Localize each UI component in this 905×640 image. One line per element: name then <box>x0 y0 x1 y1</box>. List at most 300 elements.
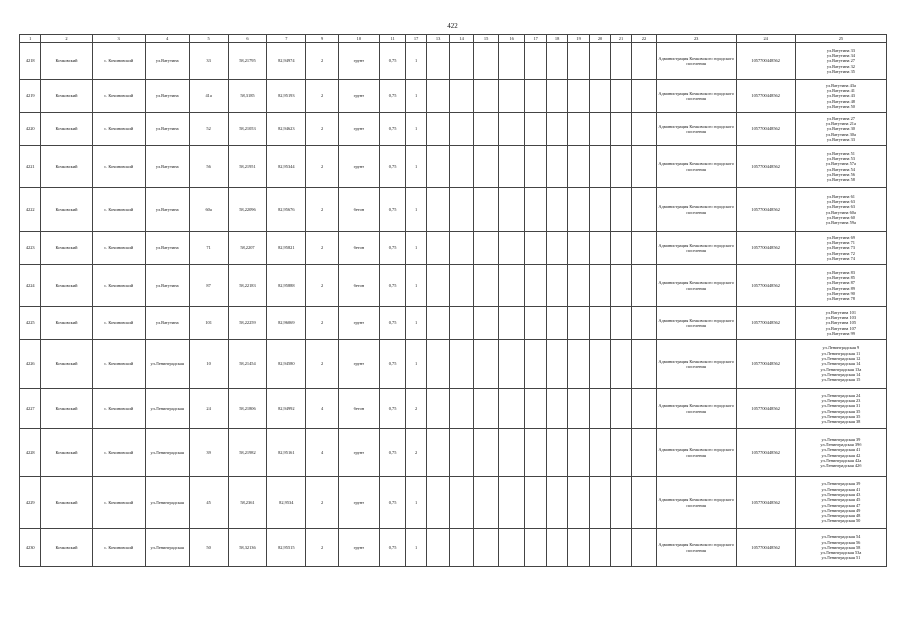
cell-empty <box>590 265 610 307</box>
served-street: ул.Ленинградская 42а <box>820 457 862 463</box>
cell-empty <box>426 80 450 113</box>
cell-containers: 1 <box>406 113 426 146</box>
cell-surface: грунт <box>338 80 379 113</box>
cell-empty <box>610 477 631 529</box>
cell-house: 87 <box>189 265 228 307</box>
cell-surface: бетон <box>338 265 379 307</box>
cell-empty <box>567 188 589 232</box>
column-header: 10 <box>338 35 379 43</box>
cell-district: Кочковский <box>41 232 92 265</box>
served-street: ул.Ватутина 41 <box>826 88 855 94</box>
served-street: ул.Ватутина 107 <box>825 325 857 331</box>
served-street: ул.Ватутина 32 <box>826 63 855 69</box>
cell-empty <box>499 389 525 429</box>
cell-ogrn: 1057700448562 <box>736 307 795 340</box>
cell-count: 2 <box>306 529 339 567</box>
cell-settlement: с. Кочиновский <box>92 529 145 567</box>
cell-containers: 1 <box>406 146 426 188</box>
cell-house: 10 <box>189 340 228 389</box>
served-street: ул.Ленинградская 11 <box>821 350 861 356</box>
served-street: ул.Ватутина 58 <box>826 177 855 183</box>
cell-containers: 1 <box>406 80 426 113</box>
cell-empty <box>632 232 657 265</box>
served-street: ул.Ленинградская 47 <box>821 502 861 508</box>
served-street: ул.Ленинградская 43 <box>821 491 861 497</box>
cell-served-streets <box>795 146 886 188</box>
cell-empty <box>499 307 525 340</box>
cell-lat: 58,21982 <box>228 429 267 477</box>
cell-empty <box>426 43 450 80</box>
served-street: ул.Ватутина 69 <box>826 234 855 240</box>
cell-surface: бетон <box>338 188 379 232</box>
cell-ogrn: 1057700448562 <box>736 389 795 429</box>
cell-containers: 1 <box>406 188 426 232</box>
served-street: ул.Ватутина 53 <box>826 155 855 161</box>
cell-lat: 58,2361 <box>228 477 267 529</box>
cell-empty <box>610 265 631 307</box>
cell-empty <box>547 188 567 232</box>
served-street: ул.Ленинградская 35 <box>821 413 861 419</box>
cell-settlement: с. Кочиновский <box>92 232 145 265</box>
served-street: ул.Ватутина 34 <box>826 53 855 59</box>
cell-surface: грунт <box>338 307 379 340</box>
cell-lon: 82,94623 <box>267 113 306 146</box>
cell-district: Кочковский <box>41 146 92 188</box>
cell-settlement: с. Кочиновский <box>92 80 145 113</box>
cell-house: 39 <box>189 429 228 477</box>
cell-empty <box>590 477 610 529</box>
cell-admin: Администрация Кочковского городского поселения <box>656 146 736 188</box>
cell-district: Кочковский <box>41 477 92 529</box>
cell-district: Кочковский <box>41 529 92 567</box>
cell-house: 41а <box>189 80 228 113</box>
cell-empty <box>590 43 610 80</box>
served-street: ул.Ватутина 33 <box>826 136 855 142</box>
cell-num: 4225 <box>20 307 41 340</box>
table-row <box>20 188 887 232</box>
served-street: ул.Ватутина 59а <box>825 220 856 226</box>
table-row <box>20 340 887 389</box>
column-header: 17 <box>524 35 546 43</box>
cell-area: 0,75 <box>379 429 406 477</box>
cell-empty <box>590 429 610 477</box>
column-header: 16 <box>499 35 525 43</box>
cell-house: 24 <box>189 389 228 429</box>
cell-empty <box>450 389 474 429</box>
cell-empty <box>590 80 610 113</box>
cell-empty <box>426 529 450 567</box>
cell-house: 52 <box>189 113 228 146</box>
cell-num: 4219 <box>20 80 41 113</box>
cell-empty <box>590 529 610 567</box>
served-street: ул.Ленинградская 14 <box>821 371 861 377</box>
column-header: 3 <box>92 35 145 43</box>
table-row <box>20 113 887 146</box>
cell-area: 0,75 <box>379 43 406 80</box>
cell-empty <box>426 389 450 429</box>
served-street: ул.Ленинградская 50 <box>821 518 861 524</box>
cell-lon: 82,95676 <box>267 188 306 232</box>
cell-settlement: с. Кочиновский <box>92 113 145 146</box>
cell-count: 2 <box>306 146 339 188</box>
cell-house: 33 <box>189 43 228 80</box>
cell-empty <box>547 529 567 567</box>
cell-empty <box>499 429 525 477</box>
cell-empty <box>547 232 567 265</box>
served-street: ул.Ватутина 33 <box>826 47 855 53</box>
cell-empty <box>632 188 657 232</box>
cell-empty <box>632 80 657 113</box>
cell-empty <box>610 429 631 477</box>
cell-area: 0,75 <box>379 146 406 188</box>
cell-street: ул.Ватутина <box>145 113 189 146</box>
cell-empty <box>567 43 589 80</box>
cell-empty <box>524 477 546 529</box>
cell-district: Кочковский <box>41 265 92 307</box>
cell-count: 2 <box>306 265 339 307</box>
cell-surface: грунт <box>338 146 379 188</box>
cell-num: 4230 <box>20 529 41 567</box>
served-street: ул.Ленинградская 39 <box>821 481 861 487</box>
served-street: ул.Ленинградская 39б <box>820 441 862 447</box>
cell-served-streets <box>795 307 886 340</box>
cell-surface: грунт <box>338 529 379 567</box>
column-header: 5 <box>189 35 228 43</box>
cell-empty <box>632 307 657 340</box>
cell-surface: бетон <box>338 389 379 429</box>
column-header: 25 <box>795 35 886 43</box>
cell-empty <box>450 265 474 307</box>
served-street: ул.Ватутина 60 <box>826 214 855 220</box>
cell-street: ул.Ленинградская <box>145 340 189 389</box>
cell-surface: грунт <box>338 429 379 477</box>
cell-area: 0,75 <box>379 113 406 146</box>
cell-empty <box>632 146 657 188</box>
served-street: ул.Ватутина 87 <box>826 280 855 286</box>
cell-house: 45 <box>189 477 228 529</box>
served-street: ул.Ленинградская 15 <box>821 377 861 383</box>
served-street: ул.Ватутина 73 <box>826 245 855 251</box>
cell-empty <box>567 429 589 477</box>
served-street: ул.Ватутина 63 <box>826 198 855 204</box>
cell-empty <box>473 529 499 567</box>
cell-empty <box>499 146 525 188</box>
cell-empty <box>610 232 631 265</box>
cell-empty <box>610 43 631 80</box>
cell-ogrn: 1057700448562 <box>736 188 795 232</box>
cell-lat: 58,22096 <box>228 188 267 232</box>
cell-district: Кочковский <box>41 80 92 113</box>
cell-empty <box>450 429 474 477</box>
served-street: ул.Ватутина 105 <box>825 320 857 326</box>
cell-lat: 58,22259 <box>228 307 267 340</box>
cell-empty <box>610 146 631 188</box>
cell-empty <box>499 529 525 567</box>
cell-empty <box>473 232 499 265</box>
cell-settlement: с. Кочиновский <box>92 43 145 80</box>
served-street: ул.Ленинградская 13а <box>820 366 862 372</box>
served-street: ул.Ватутина 63 <box>826 204 855 210</box>
cell-empty <box>590 146 610 188</box>
cell-empty <box>450 477 474 529</box>
cell-district: Кочковский <box>41 340 92 389</box>
cell-admin: Администрация Кочковского городского поселения <box>656 43 736 80</box>
column-header: 23 <box>656 35 736 43</box>
cell-street: ул.Ватутина <box>145 80 189 113</box>
cell-served-streets <box>795 232 886 265</box>
served-street: ул.Ватутина 43а <box>825 82 856 88</box>
served-street: ул.Ленинградская 51 <box>821 555 861 561</box>
cell-empty <box>547 429 567 477</box>
table-row <box>20 265 887 307</box>
cell-admin: Администрация Кочковского городского поселения <box>656 80 736 113</box>
column-header: 11 <box>379 35 406 43</box>
cell-count: 2 <box>306 232 339 265</box>
cell-empty <box>524 529 546 567</box>
cell-district: Кочковский <box>41 429 92 477</box>
served-street: ул.Ватутина 103 <box>825 315 857 321</box>
column-header: 7 <box>267 35 306 43</box>
column-header: 14 <box>450 35 474 43</box>
cell-containers: 1 <box>406 529 426 567</box>
cell-settlement: с. Кочиновский <box>92 188 145 232</box>
cell-empty <box>473 265 499 307</box>
cell-district: Кочковский <box>41 43 92 80</box>
cell-empty <box>524 389 546 429</box>
cell-empty <box>499 232 525 265</box>
cell-street: ул.Ленинградская <box>145 389 189 429</box>
cell-empty <box>426 188 450 232</box>
cell-admin: Администрация Кочковского городского поселения <box>656 340 736 389</box>
cell-ogrn: 1057700448562 <box>736 232 795 265</box>
cell-ogrn: 1057700448562 <box>736 340 795 389</box>
served-street: ул.Ленинградская 39 <box>821 436 861 442</box>
cell-empty <box>567 265 589 307</box>
cell-lat: 58,21806 <box>228 389 267 429</box>
cell-num: 4224 <box>20 265 41 307</box>
column-header: 18 <box>547 35 567 43</box>
cell-street: ул.Ватутина <box>145 146 189 188</box>
cell-empty <box>547 307 567 340</box>
cell-surface: грунт <box>338 43 379 80</box>
cell-num: 4220 <box>20 113 41 146</box>
cell-empty <box>610 80 631 113</box>
cell-area: 0,75 <box>379 80 406 113</box>
cell-served-streets <box>795 389 886 429</box>
served-street: ул.Ленинградская 31 <box>821 403 861 409</box>
served-street: ул.Ленинградская 35 <box>821 408 861 414</box>
cell-count: 4 <box>306 429 339 477</box>
cell-empty <box>567 529 589 567</box>
cell-empty <box>524 265 546 307</box>
cell-empty <box>499 477 525 529</box>
cell-empty <box>426 146 450 188</box>
served-street: ул.Ватутина 27 <box>826 58 855 64</box>
cell-house: 60а <box>189 188 228 232</box>
cell-empty <box>426 429 450 477</box>
cell-empty <box>567 146 589 188</box>
cell-empty <box>610 529 631 567</box>
cell-empty <box>473 80 499 113</box>
cell-empty <box>473 477 499 529</box>
table-row <box>20 529 887 567</box>
page-number: 422 <box>447 22 458 30</box>
cell-empty <box>499 340 525 389</box>
cell-ogrn: 1057700448562 <box>736 429 795 477</box>
served-street: ул.Ленинградская 56 <box>821 539 861 545</box>
cell-count: 2 <box>306 477 339 529</box>
cell-num: 4228 <box>20 429 41 477</box>
table-row <box>20 429 887 477</box>
cell-empty <box>450 188 474 232</box>
cell-empty <box>632 43 657 80</box>
cell-empty <box>426 265 450 307</box>
cell-empty <box>632 340 657 389</box>
cell-empty <box>567 477 589 529</box>
column-header: 15 <box>473 35 499 43</box>
cell-lon: 82,95344 <box>267 146 306 188</box>
cell-num: 4227 <box>20 389 41 429</box>
cell-lon: 82,95888 <box>267 265 306 307</box>
cell-admin: Администрация Кочковского городского поселения <box>656 429 736 477</box>
column-header: 2 <box>41 35 92 43</box>
served-street: ул.Ватутина 61 <box>826 193 855 199</box>
cell-settlement: с. Кочиновский <box>92 265 145 307</box>
cell-empty <box>450 307 474 340</box>
served-street: ул.Ленинградская 38 <box>821 419 861 425</box>
cell-empty <box>450 232 474 265</box>
cell-empty <box>590 340 610 389</box>
cell-admin: Администрация Кочковского городского поселения <box>656 389 736 429</box>
cell-district: Кочковский <box>41 307 92 340</box>
cell-count: 2 <box>306 307 339 340</box>
cell-containers: 2 <box>406 389 426 429</box>
cell-empty <box>426 477 450 529</box>
served-street: ул.Ватутина 43 <box>826 93 855 99</box>
cell-empty <box>524 307 546 340</box>
cell-ogrn: 1057700448562 <box>736 146 795 188</box>
served-street: ул.Ватутина 71 <box>826 240 855 246</box>
cell-lat: 58,21951 <box>228 146 267 188</box>
cell-empty <box>610 188 631 232</box>
cell-containers: 1 <box>406 43 426 80</box>
cell-admin: Администрация Кочковского городского поселения <box>656 232 736 265</box>
column-header: 9 <box>306 35 339 43</box>
served-street: ул.Ленинградская 42 <box>821 452 861 458</box>
cell-empty <box>567 340 589 389</box>
cell-district: Кочковский <box>41 389 92 429</box>
cell-admin: Администрация Кочковского городского поселения <box>656 477 736 529</box>
cell-empty <box>567 307 589 340</box>
cell-empty <box>499 188 525 232</box>
cell-district: Кочковский <box>41 188 92 232</box>
cell-containers: 1 <box>406 232 426 265</box>
cell-settlement: с. Кочиновский <box>92 340 145 389</box>
served-street: ул.Ленинградская 49 <box>821 507 861 513</box>
cell-containers: 1 <box>406 340 426 389</box>
cell-lon: 82,94974 <box>267 43 306 80</box>
cell-lon: 82,94992 <box>267 389 306 429</box>
cell-area: 0,75 <box>379 529 406 567</box>
cell-settlement: с. Кочиновский <box>92 477 145 529</box>
cell-empty <box>450 340 474 389</box>
cell-street: ул.Ленинградская <box>145 477 189 529</box>
served-street: ул.Ватутина 56 <box>826 171 855 177</box>
cell-lon: 82,95161 <box>267 429 306 477</box>
served-street: ул.Ленинградская 45 <box>821 497 861 503</box>
cell-lat: 58,21454 <box>228 340 267 389</box>
served-street: ул.Ватутина 21а <box>825 121 856 127</box>
served-street: ул.Ватутина 54 <box>826 166 855 172</box>
cell-lat: 58,21053 <box>228 113 267 146</box>
served-street: ул.Ватутина 30а <box>825 131 856 137</box>
table-row <box>20 307 887 340</box>
cell-empty <box>499 265 525 307</box>
cell-empty <box>547 43 567 80</box>
cell-count: 2 <box>306 113 339 146</box>
served-street: ул.Ленинградская 23 <box>821 397 861 403</box>
cell-lon: 82,96069 <box>267 307 306 340</box>
served-street: ул.Ленинградская 24 <box>821 392 861 398</box>
cell-surface: грунт <box>338 477 379 529</box>
cell-served-streets <box>795 477 886 529</box>
cell-containers: 1 <box>406 265 426 307</box>
cell-num: 4229 <box>20 477 41 529</box>
cell-area: 0,75 <box>379 307 406 340</box>
cell-empty <box>610 113 631 146</box>
served-street: ул.Ватутина 78 <box>826 296 855 302</box>
cell-street: ул.Ленинградская <box>145 429 189 477</box>
cell-empty <box>473 146 499 188</box>
cell-lon: 82,95193 <box>267 80 306 113</box>
cell-settlement: с. Кочиновский <box>92 389 145 429</box>
cell-empty <box>524 80 546 113</box>
cell-admin: Администрация Кочковского городского поселения <box>656 529 736 567</box>
cell-admin: Администрация Кочковского городского поселения <box>656 307 736 340</box>
cell-street: ул.Ватутина <box>145 43 189 80</box>
cell-empty <box>524 232 546 265</box>
cell-empty <box>450 43 474 80</box>
cell-area: 0,75 <box>379 188 406 232</box>
cell-served-streets <box>795 429 886 477</box>
cell-surface: бетон <box>338 232 379 265</box>
cell-empty <box>450 80 474 113</box>
cell-empty <box>473 113 499 146</box>
cell-lon: 82,94580 <box>267 340 306 389</box>
cell-containers: 2 <box>406 429 426 477</box>
cell-empty <box>473 307 499 340</box>
cell-street: ул.Ватутина <box>145 265 189 307</box>
cell-num: 4218 <box>20 43 41 80</box>
served-street: ул.Ленинградская 14 <box>821 361 861 367</box>
cell-empty <box>524 188 546 232</box>
cell-empty <box>450 529 474 567</box>
cell-ogrn: 1057700448562 <box>736 113 795 146</box>
cell-count: 4 <box>306 389 339 429</box>
served-street: ул.Ватутина 57а <box>825 161 856 167</box>
cell-ogrn: 1057700448562 <box>736 80 795 113</box>
served-street: ул.Ватутина 72 <box>826 250 855 256</box>
cell-area: 0,75 <box>379 477 406 529</box>
cell-empty <box>567 389 589 429</box>
cell-empty <box>567 80 589 113</box>
cell-street: ул.Ватутина <box>145 232 189 265</box>
cell-empty <box>632 389 657 429</box>
cell-served-streets <box>795 265 886 307</box>
cell-empty <box>473 43 499 80</box>
cell-area: 0,75 <box>379 232 406 265</box>
column-header: 21 <box>610 35 631 43</box>
